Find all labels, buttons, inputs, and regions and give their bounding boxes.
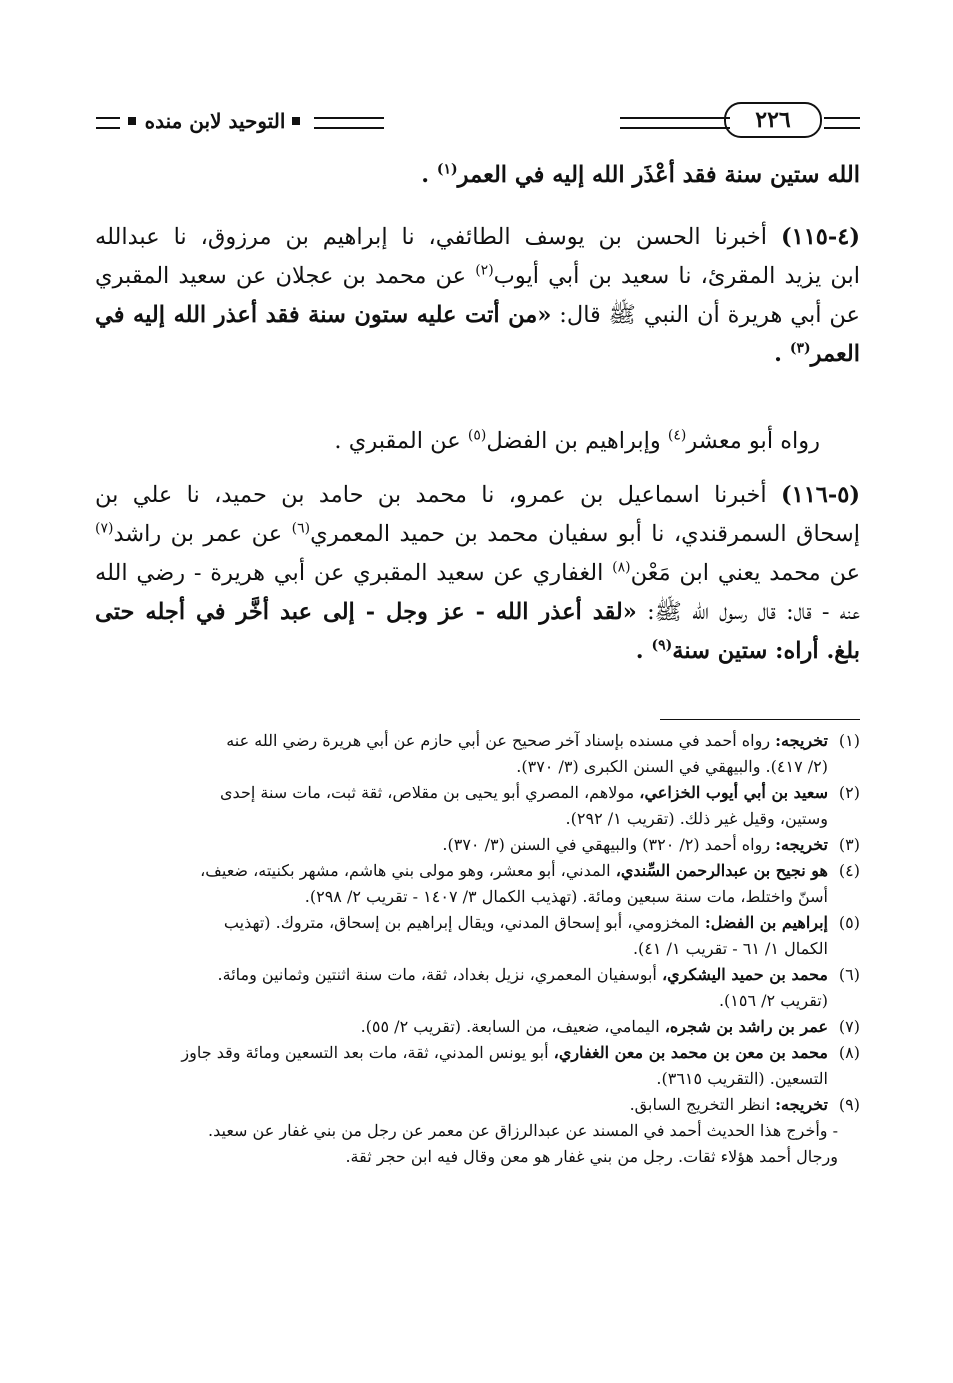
footnote-ref: (٦) (291, 520, 311, 537)
footnote-label: تخريجه: (775, 1095, 828, 1114)
header-rule (96, 117, 120, 129)
isnad-text: الغفاري عن سعيد المقبري عن أبي هريرة - رضي الله (95, 560, 613, 586)
footnote-number: (١) (838, 731, 860, 750)
footnote (95, 962, 860, 1014)
riwaya-text: رواه أبو معشر (686, 428, 820, 454)
footnote (95, 780, 860, 832)
punctuation: . (635, 638, 652, 664)
footnote-label: تخريجه: (775, 731, 828, 750)
isnad-text: عن محمد بن عجلان عن سعيد المقبري (95, 263, 476, 289)
isnad-text: إسحاق السمرقندي، نا أبو سفيان محمد بن حميد المعمري (310, 521, 860, 547)
riwaya-text: عن المقبري . (334, 428, 468, 454)
footnote-text: أبوسفيان المعمري، نزيل بغداد، ثقة، مات سنة اثنتين وثمانين ومائة. (217, 965, 662, 984)
footnote-text: المخزومي، أبو إسحاق المدني، ويقال إبراهيم بن إسحاق، متروك. (تهذيب (223, 913, 705, 932)
footnote-label: سعيد بن أبي أيوب الخزاعي، (639, 783, 828, 802)
footnote-extra (95, 1118, 860, 1170)
header-rule (620, 117, 730, 129)
footnote-text: الكمال ١/ ٦١ - تقريب ١/ ٤١). (632, 939, 828, 958)
footnote-text: المدني، أبو معشر، وهو مولى بني هاشم، مشهر بكنيته، ضعيف، (200, 861, 616, 880)
footnote-number: (٧) (838, 1017, 860, 1036)
isnad-text: عن عمر بن راشد (113, 521, 292, 547)
footnote-text: رواه أحمد (٢/ ٣٢٠) والبيهقي في السنن (٣/ ٣٧٠). (442, 835, 776, 854)
punctuation: . (421, 162, 437, 188)
footnote-number: (٥) (838, 913, 860, 932)
footnote-text: (تقريب ٢/ ١٥٦). (718, 991, 828, 1010)
carry-over-text (95, 156, 860, 195)
footnote (95, 910, 860, 962)
footnote-label: إبراهيم بن الفضل: (704, 913, 828, 932)
isnad-text: ابن يزيد المقرئ، نا سعيد بن أبي أيوب (493, 263, 860, 289)
matn-text: «من أتت عليه ستون سنة فقد أعذر الله إليه في (95, 302, 552, 328)
footnote-text: وستين، وقيل غير ذلك. (تقريب ١/ ٢٩٢). (565, 809, 828, 828)
footnote-text: (٢/ ٤١٧). والبيهقي في السنن الكبرى (٣/ ٣٧٠). (516, 757, 828, 776)
footnote (95, 832, 860, 858)
isnad-text: عنه - قال: قال رسول الله ﷺ: (636, 599, 860, 625)
footnote-number: (٩) (838, 1095, 860, 1114)
footnote (95, 1014, 860, 1040)
header-rule (314, 117, 384, 129)
footnote (95, 728, 860, 780)
isnad-text: عن أبي هريرة أن النبي ﷺ قال: (551, 302, 860, 328)
footnote-text: مولاهم، المصري أبو يحيى بن مقلاص، ثقة ثبت، مات سنة إحدى (220, 783, 640, 802)
carry-over-hadith: الله ستين سنة فقد أعْذَر الله إليه في العمر (457, 162, 860, 188)
footnote-ref: (٩) (651, 637, 673, 654)
footnote-number: (٦) (838, 965, 860, 984)
footnote-number: (٣) (838, 835, 860, 854)
footnote-ref: (٣) (789, 340, 811, 357)
footnote (95, 1092, 860, 1118)
footnote-ref: (٨) (612, 559, 631, 576)
header-square-ornament (292, 117, 300, 125)
footnote-label: تخريجه: (775, 835, 828, 854)
hadith-116 (95, 476, 860, 671)
hadith-number: (٥-١١٦) (780, 482, 860, 508)
footnote-number: (٤) (838, 861, 860, 880)
riwaya-text: وإبراهيم بن الفضل (486, 428, 668, 454)
riwaya-line (95, 422, 860, 461)
footnote-label: عمر بن راشد بن شجره، (664, 1017, 828, 1036)
isnad-text: أخبرنا اسماعيل بن عمرو، نا محمد بن حامد بن حميد، نا علي بن (95, 482, 781, 508)
footnote-ref: (٧) (95, 520, 114, 537)
footnote-text: اليمامي، ضعيف، من السابعة. (تقريب ٢/ ٥٥). (360, 1017, 665, 1036)
footnote-text: - وأخرج هذا الحديث أحمد في المسند عن عبدالرزاق عن معمر عن رجل من بني غفار عن سعيد. (208, 1121, 838, 1140)
footnote-label: هو نجيح بن عبدالرحمن السِّندي، (615, 861, 828, 880)
matn-text: العمر (810, 341, 860, 367)
footnotes (95, 728, 860, 1170)
footnote-number: (٨) (838, 1043, 860, 1062)
footnote-ref: (١) (436, 161, 458, 178)
footnote-text: أسنّ واختلط، مات سنة سبعين ومائة. (تهذيب الكمال ٣/ ١٤٠٧ - تقريب ٢/ ٢٩٨). (304, 887, 828, 906)
footnote-text: أبو يونس المدني، ثقة، مات بعد التسعين ومائة وقد جاوز (181, 1043, 554, 1062)
footnote-text: ورجال أحمد هؤلاء ثقات. رجل من بني غفار هو معن وقال فيه ابن حجر ثقة. (345, 1147, 838, 1166)
matn-text: «لقد أعذر الله - عز وجل - إلى عبد أخَّر في أجله حتى (95, 599, 637, 625)
hadith-number: (٤-١١٥) (780, 224, 860, 250)
footnote-ref: (٥) (467, 427, 487, 444)
footnote-label: محمد بن حميد اليشكري، (661, 965, 828, 984)
footnote-separator (660, 719, 860, 720)
book-title: التوحيد لابن منده (144, 109, 286, 133)
isnad-text: أخبرنا الحسن بن يوسف الطائفي، نا إبراهيم بن مرزوق، نا عبدالله (95, 224, 781, 250)
footnote-ref: (٢) (475, 262, 494, 279)
footnote-label: محمد بن معن بن محمد بن معن الغفاري، (553, 1043, 828, 1062)
page-header (96, 104, 860, 144)
footnote-number: (٢) (838, 783, 860, 802)
punctuation: . (774, 341, 790, 367)
footnote-text: رواه أحمد في مسنده بإسناد آخر صحيح عن أبي حازم عن أبي هريرة رضي الله عنه (226, 731, 776, 750)
hadith-115 (95, 218, 860, 374)
matn-text: بلغ. أراه: ستين سنة (672, 638, 860, 664)
footnote (95, 858, 860, 910)
page-number: ٢٢٦ (724, 102, 822, 138)
header-square-ornament (128, 117, 136, 125)
isnad-text: عن محمد يعني ابن مَعْن (630, 560, 860, 586)
footnote-text: التسعين. (التقريب ٣٦١٥). (656, 1069, 828, 1088)
footnote-text: انظر التخريج السابق. (629, 1095, 776, 1114)
footnote (95, 1040, 860, 1092)
footnote-ref: (٤) (667, 427, 687, 444)
header-rule (824, 117, 860, 129)
